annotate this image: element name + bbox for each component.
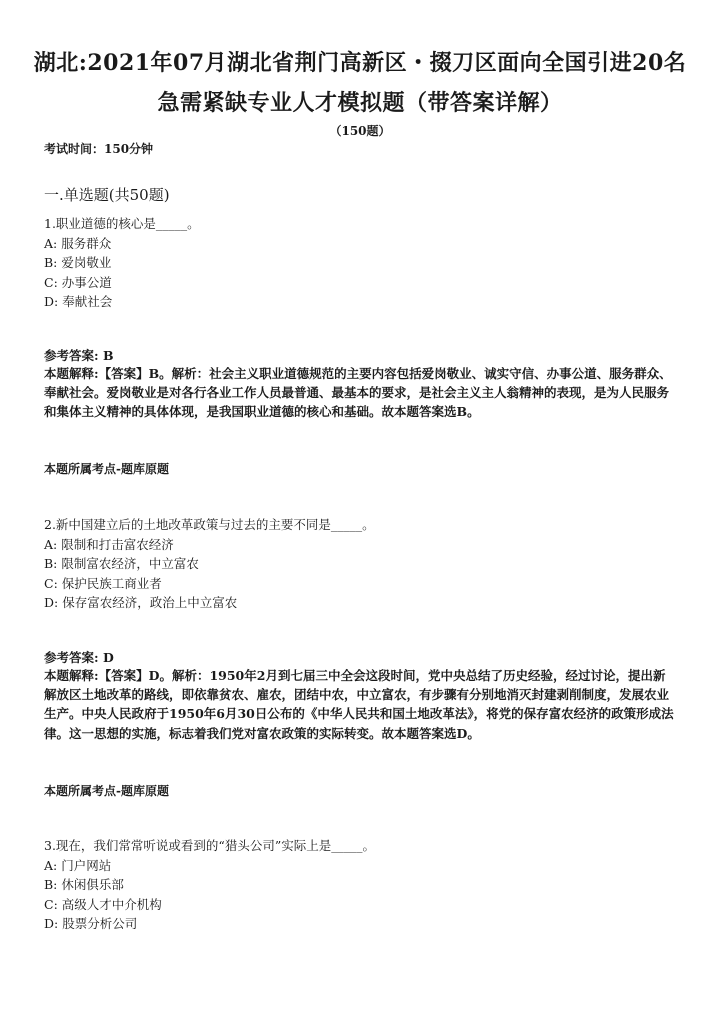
knowledge-point-2: 本题所属考点-题库原题: [44, 784, 169, 798]
option-c: C: 高级人才中介机构: [44, 896, 162, 912]
question-stem: 2.新中国建立后的土地改革政策与过去的主要不同是_____。: [44, 517, 375, 532]
question-3: [44, 836, 375, 934]
answer-2: 参考答案: D: [44, 650, 114, 665]
exam-time: 考试时间：150分钟: [44, 142, 154, 156]
option-d: D: 保存富农经济，政治上中立富农: [44, 595, 238, 610]
question-stem: 3.现在，我们常常听说或看到的“猎头公司”实际上是_____。: [44, 838, 375, 853]
question-2: [44, 515, 375, 613]
document-title-line-2: 急需紧缺专业人才模拟题（带答案详解）: [157, 90, 563, 116]
section-heading: 一.单选题(共50题): [44, 186, 170, 204]
option-b: B: 休闲俱乐部: [44, 877, 124, 892]
option-c: C: 保护民族工商业者: [44, 575, 162, 591]
explanation-2: 本题解释:【答案】D。解析：1950年2月到七届三中全会这段时间，党中央总结了历史经验，经过讨论，提出新解放区土地改革的路线，即依靠贫农、雇农，团结中农，中立富农，有步骤有分别地消灭封建剥削制度，发展农业生产。中央人民政府于1950年6月30日公布的《中华人民共和国土地改革法》，将党的保存富农经济的政策形成法律。这一思想的实施，标志着我们党对富农政策的实际转变。故本题答案选D。: [44, 668, 674, 741]
answer-1: 参考答案: B: [44, 348, 114, 363]
option-a: A: 服务群众: [44, 235, 112, 251]
option-a: A: 限制和打击富农经济: [44, 536, 174, 552]
option-a: A: 门户网站: [44, 857, 112, 873]
document-title-line-1: 湖北:2021年07月湖北省荆门高新区・掇刀区面向全国引进20名: [33, 50, 687, 76]
question-stem: 1.职业道德的核心是_____。: [44, 216, 200, 231]
option-b: B: 爱岗敬业: [44, 255, 112, 270]
option-c: C: 办事公道: [44, 274, 112, 290]
question-1: [44, 214, 200, 312]
question-count: （150题）: [329, 124, 391, 138]
knowledge-point-1: 本题所属考点-题库原题: [44, 462, 169, 476]
option-d: D: 股票分析公司: [44, 916, 138, 931]
explanation-1: 本题解释:【答案】B。解析：社会主义职业道德规范的主要内容包括爱岗敬业、诚实守信、办事公道、服务群众、奉献社会。爱岗敬业是对各行各业工作人员最普通、最基本的要求，是社会主义主人翁精神的表现，是为人民服务和集体主义精神的具体体现，是我国职业道德的核心和基础。故本题答案选B。: [44, 366, 672, 420]
option-b: B: 限制富农经济，中立富农: [44, 556, 199, 571]
option-d: D: 奉献社会: [44, 294, 113, 309]
